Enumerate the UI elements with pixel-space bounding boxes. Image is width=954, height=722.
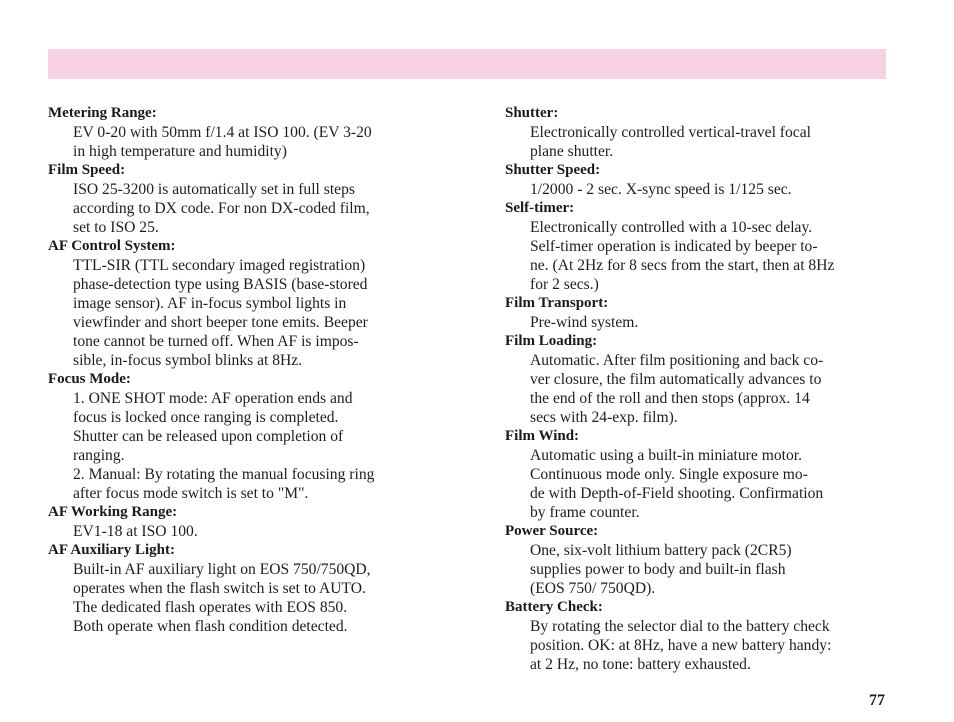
- spec-focus-mode: [48, 370, 432, 503]
- spec-text: TTL-SIR (TTL secondary imaged registration) phase-detection type using BASIS (base-stored image sensor). AF in-focus symbol lights in viewfinder and short beeper tone emits. Beeper tone cannot be turned off. When AF is impos- sible, in-focus symbol blinks at 8Hz.: [73, 257, 368, 369]
- spec-text: Electronically controlled with a 10-sec delay. Self-timer operation is indicated by beeper to- ne. (At 2Hz for 8 secs from the start, then at 8Hz for 2 secs.): [530, 219, 835, 293]
- spec-label: Shutter Speed:: [505, 162, 601, 178]
- spec-label: Film Wind:: [505, 428, 580, 444]
- spec-film-wind: [505, 427, 887, 522]
- header-band: [48, 49, 886, 79]
- spec-text: 1. ONE SHOT mode: AF operation ends and focus is locked once ranging is completed. Shutter can be released upon completion of ranging. 2. Manual: By rotating the manual focusing ring after focus mode switch is set to "M".: [73, 390, 375, 502]
- spec-battery-check: [505, 598, 887, 674]
- spec-text: EV 0-20 with 50mm f/1.4 at ISO 100. (EV 3-20 in high temperature and humidity): [73, 124, 372, 160]
- spec-self-timer: [505, 199, 887, 294]
- spec-label: AF Auxiliary Light:: [48, 542, 175, 558]
- spec-film-speed: [48, 161, 432, 237]
- spec-text: ISO 25-3200 is automatically set in full steps according to DX code. For non DX-coded film, set to ISO 25.: [73, 181, 370, 236]
- spec-metering-range: [48, 104, 432, 161]
- spec-power-source: [505, 522, 887, 598]
- spec-text: Built-in AF auxiliary light on EOS 750/750QD, operates when the flash switch is set to AUTO. The dedicated flash operates with EOS 850. Both operate when flash condition detected.: [73, 561, 371, 635]
- spec-label: Film Transport:: [505, 295, 609, 311]
- spec-af-auxiliary-light: [48, 541, 432, 636]
- spec-label: Self-timer:: [505, 200, 575, 216]
- spec-label: Focus Mode:: [48, 371, 131, 387]
- spec-text: By rotating the selector dial to the battery check position. OK: at 8Hz, have a new battery handy: at 2 Hz, no tone: battery exhausted.: [530, 618, 832, 673]
- spec-film-transport: [505, 294, 887, 332]
- spec-column-left: [48, 104, 432, 636]
- spec-label: Film Loading:: [505, 333, 598, 349]
- spec-text: 1/2000 - 2 sec. X-sync speed is 1/125 sec.: [530, 181, 792, 198]
- spec-label: Power Source:: [505, 523, 599, 539]
- spec-text: One, six-volt lithium battery pack (2CR5) supplies power to body and built-in flash (EOS 750/ 750QD).: [530, 542, 792, 597]
- spec-af-working-range: [48, 503, 432, 541]
- spec-film-loading: [505, 332, 887, 427]
- spec-label: Metering Range:: [48, 105, 157, 121]
- spec-label: AF Control System:: [48, 238, 176, 254]
- spec-label: Battery Check:: [505, 599, 603, 615]
- spec-text: Automatic. After film positioning and back co- ver closure, the film automatically advances to the end of the roll and then stops (approx. 14 secs with 24-exp. film).: [530, 352, 824, 426]
- spec-af-control-system: [48, 237, 432, 370]
- spec-text: EV1-18 at ISO 100.: [73, 523, 198, 540]
- spec-column-right: [505, 104, 887, 674]
- spec-shutter-speed: [505, 161, 887, 199]
- spec-label: Film Speed:: [48, 162, 126, 178]
- spec-text: Pre-wind system.: [530, 314, 639, 331]
- page-number: 77: [869, 692, 885, 709]
- spec-label: AF Working Range:: [48, 504, 178, 520]
- spec-shutter: [505, 104, 887, 161]
- spec-text: Automatic using a built-in miniature motor. Continuous mode only. Single exposure mo- de with Depth-of-Field shooting. Confirmation by frame counter.: [530, 447, 824, 521]
- spec-label: Shutter:: [505, 105, 559, 121]
- spec-text: Electronically controlled vertical-travel focal plane shutter.: [530, 124, 811, 160]
